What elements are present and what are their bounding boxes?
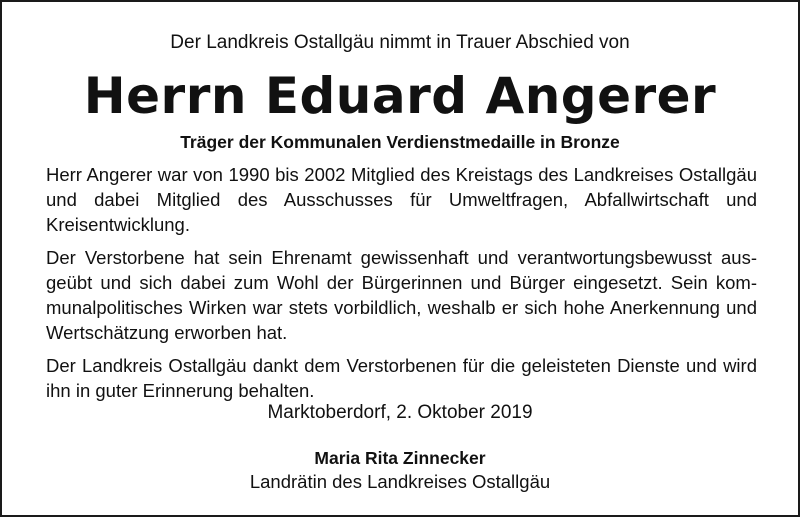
- body-paragraph: Herr Angerer war von 1990 bis 2002 Mitglied des Kreistags des Landkreises Ostallgäu und dabei Mitglied des Ausschusses für Umweltfragen, Abfallwirtschaft und Kreisentwicklung.: [46, 164, 757, 235]
- place-date: Marktoberdorf, 2. Oktober 2019: [267, 402, 533, 423]
- honor-subtitle: Träger der Kommunalen Verdienstmedaille in Bronze: [180, 132, 620, 152]
- deceased-name: Herrn Eduard Angerer: [83, 67, 717, 125]
- signer-role: Landrätin des Landkreises Ostallgäu: [249, 471, 551, 492]
- body-paragraph: Der Landkreis Ostallgäu dankt dem Verstorbenen für die geleisteten Dienste und wird ihn in guter Erinnerung behalten.: [46, 355, 757, 401]
- signer-name: Maria Rita Zinnecker: [314, 448, 486, 468]
- body-paragraph: Der Verstorbene hat sein Ehrenamt gewissenhaft und verantwortungsbewusst ausgeübt und sich dabei zum Wohl der Bürgerinnen und Bürger eingesetzt. Sein kommunalpolitisches Wirken war stets vorbildlich, weshalb er sich hohe Anerkennung und Wertschätzung erworben hat.: [46, 247, 757, 343]
- notice-body: [46, 162, 757, 411]
- intro-line: Der Landkreis Ostallgäu nimmt in Trauer Abschied von: [170, 32, 630, 53]
